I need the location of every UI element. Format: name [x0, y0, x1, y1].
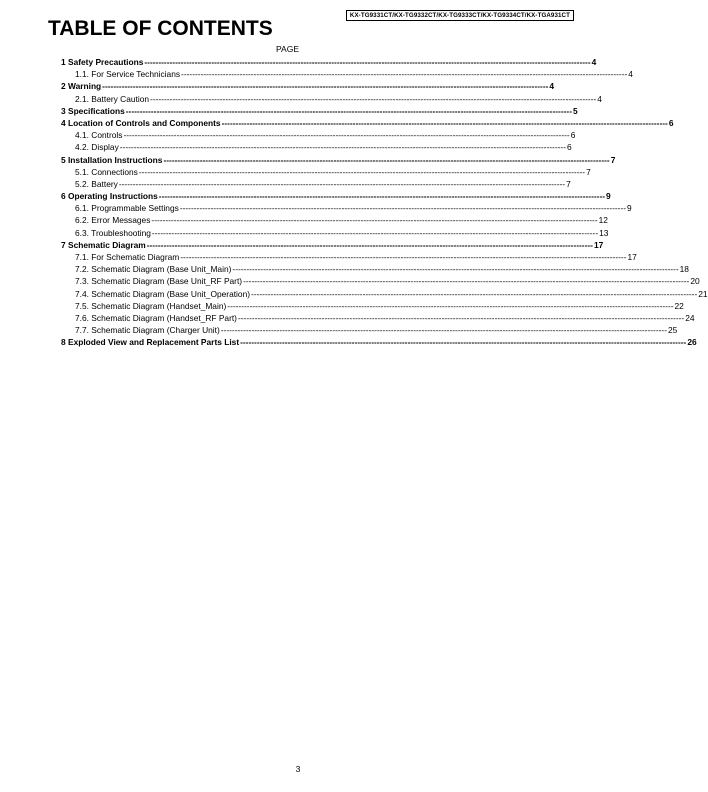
toc-entry-label: 7 Schematic Diagram	[61, 239, 146, 250]
page-number: 3	[295, 764, 301, 774]
toc-dot-leader: ----------------------------------------------------------------------------------------------------------------------------------------------------------------	[243, 276, 690, 287]
toc-dot-leader: ----------------------------------------------------------------------------------------------------------------------------------------------------------------	[118, 178, 566, 189]
toc-dot-leader: ----------------------------------------------------------------------------------------------------------------------------------------------------------------	[150, 93, 597, 104]
toc-entry-page: 18	[679, 264, 689, 275]
toc-entry-page: 17	[627, 252, 637, 262]
toc-entry[interactable]	[61, 105, 578, 117]
toc-dot-leader: ----------------------------------------------------------------------------------------------------------------------------------------------------------------	[240, 337, 687, 348]
toc-entry[interactable]	[61, 129, 576, 141]
toc-entry-label: 7.5. Schematic Diagram (Handset_Main)	[75, 300, 227, 311]
toc-entry-label: 7.1. For Schematic Diagram	[75, 252, 180, 262]
toc-dot-leader: ----------------------------------------------------------------------------------------------------------------------------------------------------------------	[146, 239, 593, 250]
toc-entry-label: 5.2. Battery	[75, 178, 118, 189]
toc-entry-label: 8 Exploded View and Replacement Parts List	[61, 337, 240, 348]
toc-dot-leader: ----------------------------------------------------------------------------------------------------------------------------------------------------------------	[179, 203, 627, 214]
toc-entry-label: 7.6. Schematic Diagram (Handset_RF Part)	[75, 312, 237, 323]
toc-entry[interactable]	[61, 154, 616, 166]
toc-entry[interactable]	[61, 93, 602, 105]
toc-dot-leader: ----------------------------------------------------------------------------------------------------------------------------------------------------------------	[232, 264, 679, 275]
toc-entry[interactable]	[61, 178, 571, 190]
toc-entry-page: 6	[668, 117, 674, 128]
toc-entry-label: 2 Warning	[61, 81, 102, 92]
toc-entry-label: 6.2. Error Messages	[75, 215, 151, 226]
toc-entry-label: 5.1. Connections	[75, 166, 138, 177]
table-of-contents	[61, 56, 708, 349]
toc-entry[interactable]	[61, 190, 611, 202]
toc-dot-leader: ----------------------------------------------------------------------------------------------------------------------------------------------------------------	[125, 105, 572, 116]
toc-dot-leader: ----------------------------------------------------------------------------------------------------------------------------------------------------------------	[251, 288, 698, 299]
toc-dot-leader: ----------------------------------------------------------------------------------------------------------------------------------------------------------------	[123, 130, 570, 141]
page-title: TABLE OF CONTENTS	[48, 17, 273, 40]
toc-entry-label: 5 Installation Instructions	[61, 154, 163, 165]
toc-entry-page: 4	[628, 69, 633, 80]
toc-entry-label: 1 Safety Precautions	[61, 57, 144, 67]
toc-dot-leader: ----------------------------------------------------------------------------------------------------------------------------------------------------------------	[237, 312, 685, 323]
toc-dot-leader: ----------------------------------------------------------------------------------------------------------------------------------------------------------------	[227, 300, 674, 311]
toc-entry-label: 7.7. Schematic Diagram (Charger Unit)	[75, 325, 220, 336]
toc-entry[interactable]	[61, 56, 597, 68]
toc-entry-page: 24	[685, 312, 695, 323]
toc-entry-label: 3 Specifications	[61, 105, 125, 116]
toc-entry-page: 26	[687, 337, 697, 348]
toc-entry-page: 20	[690, 276, 700, 287]
toc-dot-leader: ----------------------------------------------------------------------------------------------------------------------------------------------------------------	[119, 142, 566, 153]
toc-dot-leader: ----------------------------------------------------------------------------------------------------------------------------------------------------------------	[220, 325, 667, 336]
toc-dot-leader: ----------------------------------------------------------------------------------------------------------------------------------------------------------------	[144, 57, 591, 67]
toc-entry[interactable]	[61, 336, 697, 348]
toc-dot-leader: ----------------------------------------------------------------------------------------------------------------------------------------------------------------	[158, 191, 606, 202]
toc-entry-page: 7	[586, 166, 591, 177]
toc-dot-leader: ----------------------------------------------------------------------------------------------------------------------------------------------------------------	[151, 227, 599, 238]
toc-dot-leader: ----------------------------------------------------------------------------------------------------------------------------------------------------------------	[138, 166, 586, 177]
toc-entry[interactable]	[61, 202, 632, 214]
toc-entry[interactable]	[61, 288, 708, 300]
toc-dot-leader: ----------------------------------------------------------------------------------------------------------------------------------------------------------------	[163, 154, 610, 165]
toc-entry-label: 4.2. Display	[75, 142, 119, 153]
toc-entry-label: 6 Operating Instructions	[61, 191, 158, 202]
toc-entry-page: 9	[627, 203, 632, 214]
toc-dot-leader: ----------------------------------------------------------------------------------------------------------------------------------------------------------------	[181, 69, 628, 80]
model-numbers-header: KX-TG9331CT/KX-TG9332CT/KX-TG9333CT/KX-TG9334CT/KX-TGA931CT	[346, 10, 574, 21]
toc-entry[interactable]	[61, 263, 689, 275]
toc-entry-page: 4	[591, 57, 597, 67]
toc-entry[interactable]	[61, 214, 608, 226]
toc-entry[interactable]	[61, 141, 572, 153]
toc-entry-page: 7	[610, 154, 616, 165]
toc-entry-page: 4	[597, 93, 602, 104]
toc-dot-leader: ----------------------------------------------------------------------------------------------------------------------------------------------------------------	[180, 252, 627, 262]
toc-entry[interactable]	[61, 166, 591, 178]
toc-entry[interactable]	[61, 312, 695, 324]
toc-entry-page: 12	[598, 215, 608, 226]
toc-entry-page: 7	[566, 178, 571, 189]
toc-entry-label: 4.1. Controls	[75, 130, 123, 141]
toc-entry-label: 7.4. Schematic Diagram (Base Unit_Operation)	[75, 288, 251, 299]
toc-entry-page: 6	[570, 130, 576, 141]
toc-entry-label: 6.1. Programmable Settings	[75, 203, 179, 214]
toc-entry-page: 22	[674, 300, 684, 311]
toc-entry-label: 7.2. Schematic Diagram (Base Unit_Main)	[75, 264, 232, 275]
toc-dot-leader: ----------------------------------------------------------------------------------------------------------------------------------------------------------------	[221, 117, 668, 128]
toc-entry-page: 6	[567, 142, 572, 153]
toc-dot-leader: ----------------------------------------------------------------------------------------------------------------------------------------------------------------	[151, 215, 598, 226]
toc-entry-page: 21	[698, 288, 708, 299]
toc-entry-page: 13	[599, 227, 609, 238]
toc-entry[interactable]	[61, 251, 637, 263]
toc-entry[interactable]	[61, 300, 684, 312]
toc-entry-page: 25	[668, 325, 678, 336]
toc-entry-page: 5	[573, 105, 578, 116]
toc-entry-page: 17	[593, 239, 604, 250]
toc-entry-label: 7.3. Schematic Diagram (Base Unit_RF Part)	[75, 276, 243, 287]
toc-entry-page: 4	[549, 81, 555, 92]
toc-entry[interactable]	[61, 227, 609, 239]
toc-entry[interactable]	[61, 324, 678, 336]
toc-entry[interactable]	[61, 117, 674, 129]
toc-entry[interactable]	[61, 275, 700, 287]
toc-entry[interactable]	[61, 239, 604, 251]
toc-entry[interactable]	[61, 80, 555, 92]
toc-dot-leader: ----------------------------------------------------------------------------------------------------------------------------------------------------------------	[102, 81, 549, 92]
toc-entry-label: 1.1. For Service Technicians	[75, 69, 181, 80]
toc-entry-page: 9	[606, 191, 611, 202]
page-column-label: PAGE	[276, 44, 299, 54]
toc-entry-label: 2.1. Battery Caution	[75, 93, 150, 104]
toc-entry[interactable]	[61, 68, 633, 80]
toc-entry-label: 4 Location of Controls and Components	[61, 117, 221, 128]
toc-entry-label: 6.3. Troubleshooting	[75, 227, 151, 238]
